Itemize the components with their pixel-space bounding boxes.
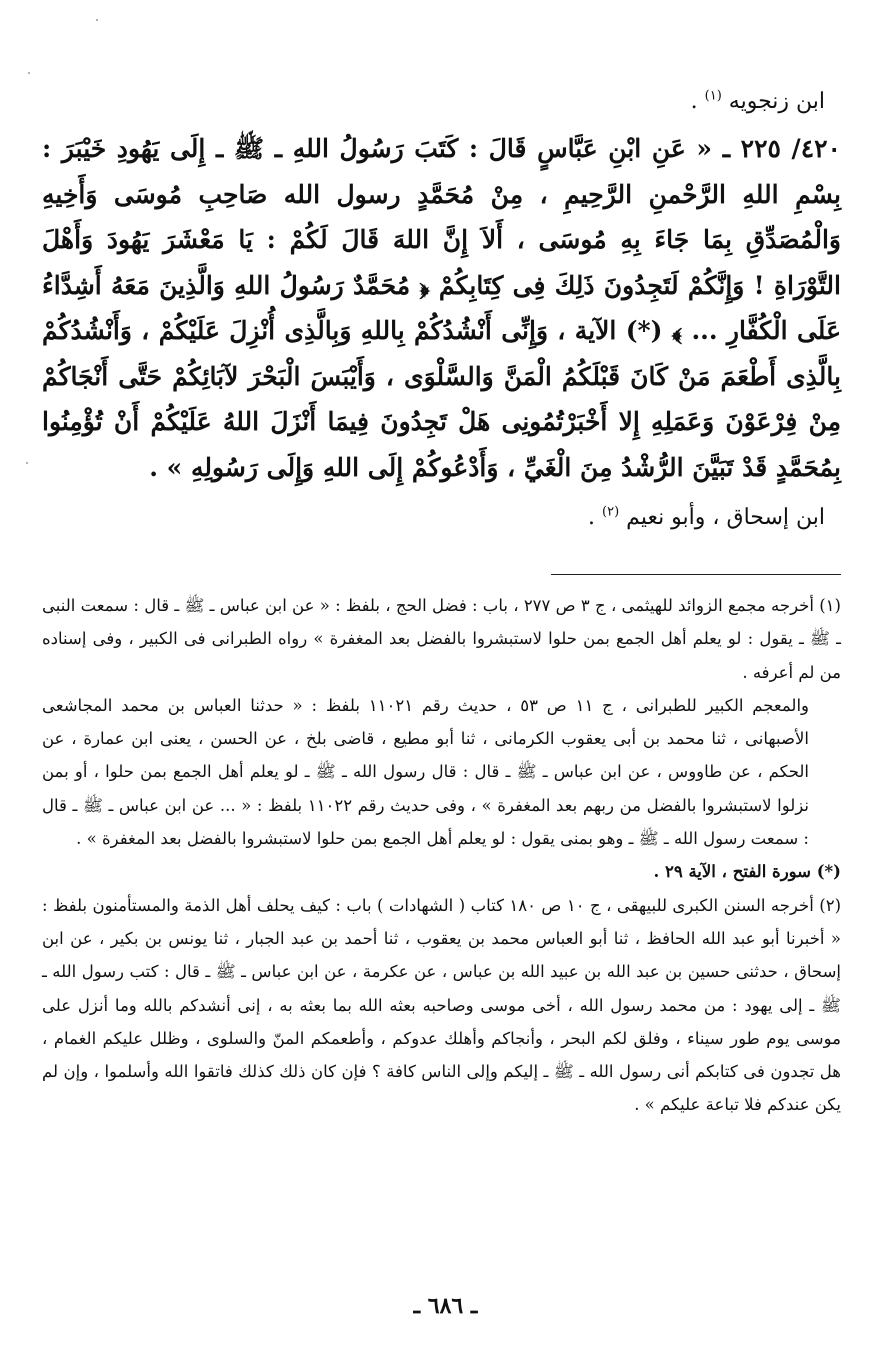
footnote-ref-2[interactable]: (٢) [602,504,620,520]
footnotes-section [42,589,841,1122]
footnote-1-paragraph-2: والمعجم الكبير للطبرانى ، ج ١١ ص ٥٣ ، حديث رقم ١١٠٢١ بلفظ : « حدثنا العباس بن محمد المجاشعى الأصبهانى ، ثنا محمد بن أبى يعقوب الكرمانى ، ثنا أبو مطيع ، قاضى بلخ ، عن الحسن ، يعنى ابن عمارة ، عن الحكم ، عن طاووس ، عن ابن عباس ـ ﷺ ـ قال : قال رسول الله ـ ﷺ ـ لو يعلم أهل الجمع بمن حلوا ، أو بمن نزلوا لاستبشروا بالفضل من ربهم بعد المغفرة » ، وفى حديث رقم ١١٠٢٢ بلفظ : « ... عن ابن عباس ـ ﷺ ـ قال : سمعت رسول الله ـ ﷺ ـ وهو بمنى يقول : لو يعلم أهل الجمع بمن حلوا لاستبشروا بالفضل بعد المغفرة » . [42,695,810,849]
footnote-separator [551,574,841,575]
scan-speck [96,19,98,21]
preceding-source-text: ابن زنجويه [728,89,825,114]
main-text-block [42,82,841,538]
hadith-sources-end: . [588,505,596,530]
footnote-2-paragraph-1: (٢) أخرجه السنن الكبرى للبيهقى ، ج ١٠ ص ١٨٠ كتاب ( الشهادات ) باب : كيف يحلف أهل الذمة والمستأمنون بلفظ : « أخبرنا أبو عبد الله الحافظ ، ثنا أبو العباس محمد بن يعقوب ، ثنا أحمد بن عبد الجبار ، ثنا يونس بن بكير ، عن ابن إسحاق ، حدثنى حسين بن عبد الله بن عبيد الله بن عباس ، عن عكرمة ، عن ابن عباس ـ ﷺ ـ قال : كتب رسول الله ـ ﷺ ـ إلى يهود : من محمد رسول الله ، أخى موسى وصاحبه بعثه الله بما بعثه به ، إنى أنشدكم بالله وما أنزل على موسى يوم طور سيناء ، وفلق لكم البحر ، وأنجاكم وأهلك عدوكم ، وأطعمكم المنّ والسلوى ، وظلل عليكم الغمام ، هل تجدون فى كتابكم أنى رسول الله ـ ﷺ ـ إليكم وإلى الناس كافة ؟ فإن كان ذلك كذلك فاتقوا الله وأسلموا ، وإن لم يكن عندكم فلا تباعة عليكم » . [42,895,841,1115]
preceding-source-end: . [690,89,698,114]
footnote-ref-1[interactable]: (١) [704,88,722,104]
hadith-text [42,126,841,490]
scan-speck [28,72,30,74]
hadith-sources-line [42,498,841,538]
hadith-number: ٤٢٠/ ٢٢٥ ـ [722,134,841,163]
preceding-source-line [42,82,841,122]
scan-speck [26,462,28,464]
page-number: ـ ٦٨٦ ـ [413,1293,478,1319]
footnote-star-quran-ref: (*) سورة الفتح ، الآية ٢٩ . [653,862,841,882]
hadith-sources-text: ابن إسحاق ، وأبو نعيم [626,505,825,530]
hadith-body: « عَنِ ابْنِ عَبَّاسٍ قَالَ : كَتَبَ رَسُولُ اللهِ ـ ﷺ ـ إِلَى يَهُودِ خَيْبَرَ : بِسْمِ اللهِ الرَّحْمنِ الرَّحِيمِ ، مِنْ مُحَمَّدٍ رسول الله صَاحِبِ مُوسَى وَأَخِيهِ وَالْمُصَدِّقِ بِمَا جَاءَ بِهِ مُوسَى ، أَلاَ إِنَّ اللهَ قَالَ لَكُمْ : يَا مَعْشَرَ يَهُودَ وَأَهْلَ التَّوْرَاةِ ! وَإِنَّكُمْ لَتَجِدُونَ ذَلِكَ فِى كِتَابِكُمْ ﴿ مُحَمَّدٌ رَسُولُ اللهِ وَالَّذِينَ مَعَهُ أَشِدَّاءُ عَلَى الْكُفَّارِ ... ﴾ (*) الآية ، وَإِنِّى أَنْشُدُكُمْ بِاللهِ وَبِالَّذِى أُنْزِلَ عَلَيْكُمْ ، وَأَنْشُدُكُمْ بِالَّذِى أَطْعَمَ مَنْ كَانَ قَبْلَكُمُ الْمَنَّ وَالسَّلْوَى ، وَأَيْبَسَ الْبَحْرَ لآبَائِكُمْ حَتَّى أَنْجَاكُمْ مِنْ فِرْعَوْنَ وَعَمَلِهِ إِلا أَخْبَرْتُمُونِى هَلْ تَجِدُونَ فِيمَا أَنْزَلَ اللهُ عَلَيْكُمْ أَنْ تُؤْمِنُوا بِمُحَمَّدٍ قَدْ تَبَيَّنَ الرُّشْدُ مِنَ الْغَيِّ ، وَأَدْعُوكُمْ إِلَى اللهِ وَإِلَى رَسُولِهِ » . [42,134,841,482]
footnote-1-paragraph-1: (١) أخرجه مجمع الزوائد للهيثمى ، ج ٣ ص ٢٧٧ ، باب : فضل الحج ، بلفظ : « عن ابن عباس ـ ﷺ ـ قال : سمعت النبى ـ ﷺ ـ يقول : لو يعلم أهل الجمع بمن حلوا لاستبشروا بالفضل بعد المغفرة » رواه الطبرانى فى الكبير ، وفى إسناده من لم أعرفه . [42,596,841,682]
